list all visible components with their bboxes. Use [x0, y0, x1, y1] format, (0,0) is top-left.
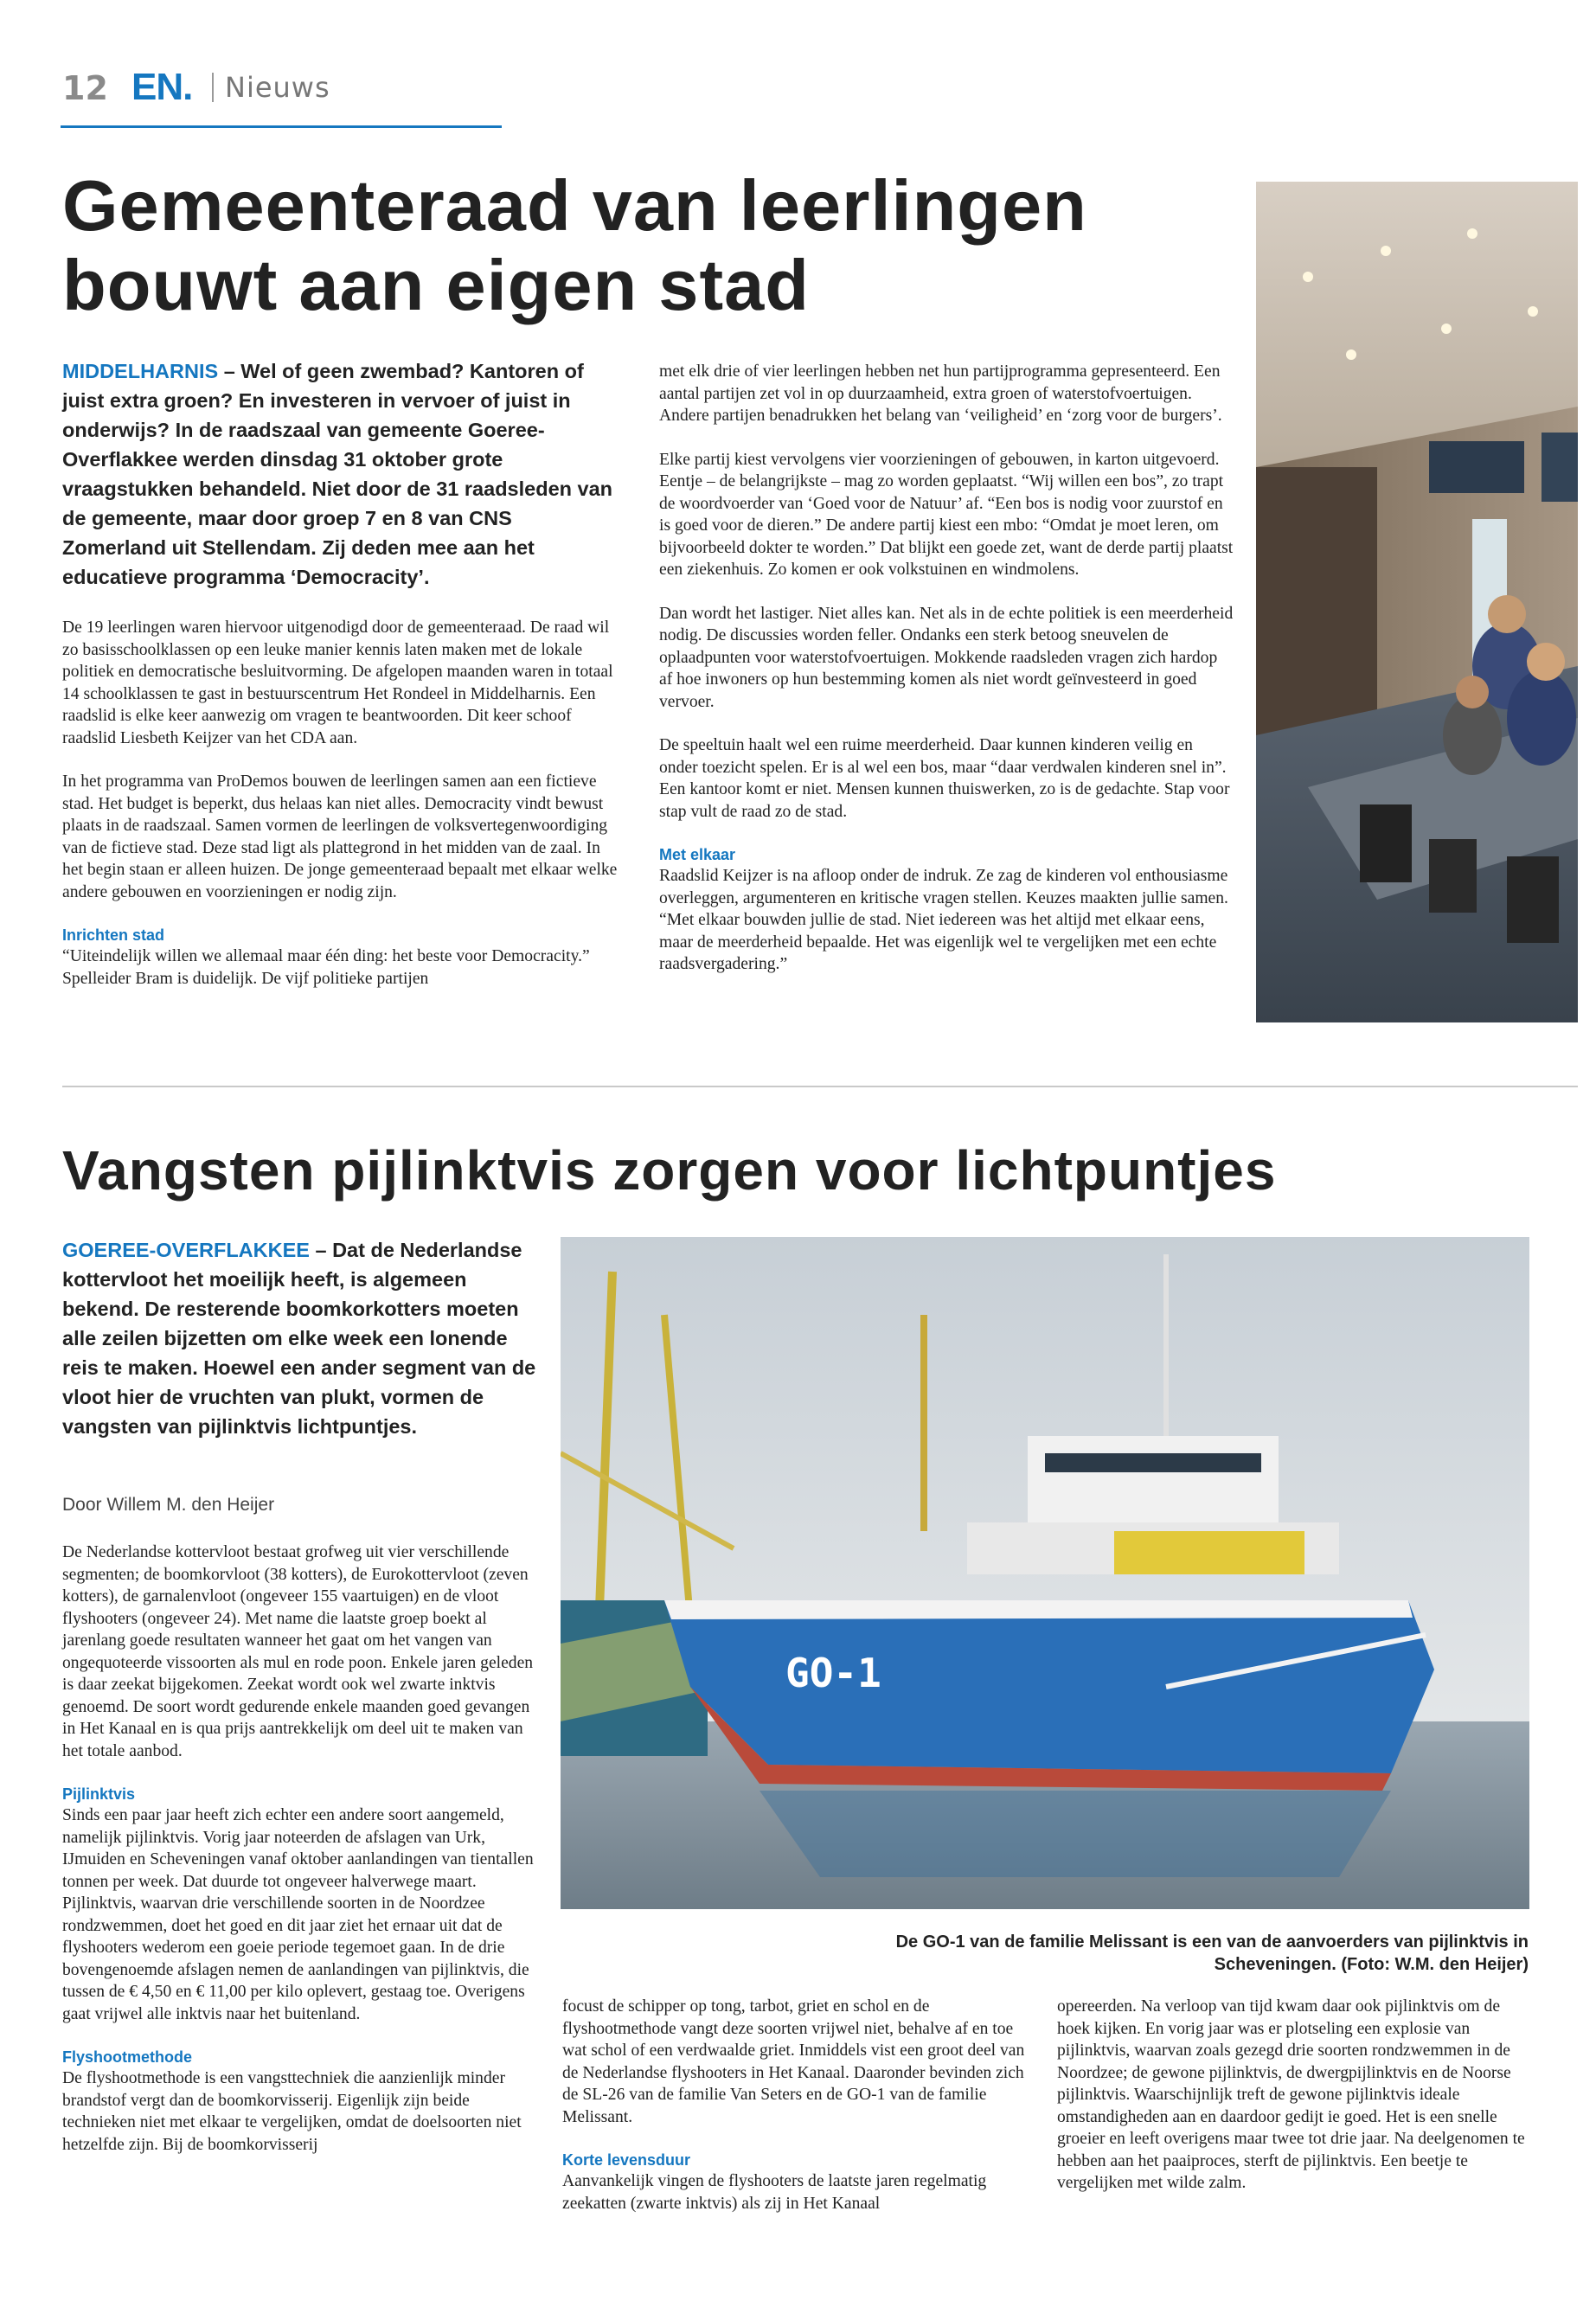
article2-paragraph: Aanvankelijk vingen de flyshooters de laatste jaren regelmatig zeekatten (zwarte inktvis) als zij in Het Kanaal [562, 2172, 987, 2213]
article1-paragraph: De 19 leerlingen waren hiervoor uitgenodigd door de gemeenteraad. De raad wil zo basisschoolklassen op een leuke manier kennis laten maken met de lokale politiek en democratische besluitvorming. De afgelopen maanden waren in totaal 14 schoolklassen te gast in bestuurscentrum Het Rondeel in Middelharnis. Een raadslid is elke keer aanwezig om vragen te beantwoorden. Dit keer schoof raadslid Liesbeth Keijzer van het CDA aan. [62, 619, 613, 747]
hull-registration-text: GO-1 [785, 1650, 881, 1696]
article1-subhead-inrichten: Inrichten stad [62, 926, 165, 944]
page-number: 12 [62, 69, 108, 107]
publication-logo: EN. [131, 66, 193, 108]
fishing-vessel-illustration [561, 1237, 1529, 1909]
article2-dateline: GOEREE-OVERFLAKKEE [62, 1239, 310, 1261]
article2-column-3 [1057, 1996, 1531, 2216]
article1-headline-line2: bouwt aan eigen stad [62, 245, 810, 325]
article2-lead-text: – Dat de Nederlandse kottervloot het moeilijk heeft, is algemeen bekend. De resterende boomkorkotters moeten alle zeilen bijzetten om elke week een lonende reis te maken. Hoewel een ander segment van de vloot hier de vruchten van plukt, vormen de vangsten van pijlinktvis lichtpuntjes. [62, 1239, 536, 1438]
article2-paragraph: opereerden. Na verloop van tijd kwam daar ook pijlinktvis om de hoek kijken. En vorig jaar was er plotseling een explosie van pijlinktvis, waarvan zoals gezegd drie soorten rondzwemmen in de Noordzee; de gewone pijlinktvis, de dwergpijlinktvis en de Noorse pijlinktvis. Waarschijnlijk treft de gewone pijlinktvis ideale omstandigheden aan en daardoor gedijt ie goed. Het is een snelle groeier en leeft overigens maar twee tot drie jaar. Na deelgenomen te hebben aan het paaiproces, sterft de pijlinktvis. Een beetje te vergelijken met wilde zalm. [1057, 1997, 1525, 2192]
article1-headline [62, 166, 1230, 325]
article2-subhead-flyshoot: Flyshootmethode [62, 2048, 193, 2066]
section-divider [62, 1086, 1578, 1087]
council-chamber-photo [1256, 182, 1578, 1022]
article1-column-1 [62, 617, 625, 1011]
article2-subhead-korte-levensduur: Korte levensduur [562, 2151, 691, 2169]
section-label: Nieuws [225, 71, 330, 104]
article1-lead-text: – Wel of geen zwembad? Kantoren of juist extra groen? En investeren in vervoer of juist in onderwijs? In de raadszaal van gemeente Goeree-Overflakkee werden dinsdag 31 oktober grote vraagstukken behandeld. Niet door de 31 raadsleden van de gemeente, maar door groep 7 en 8 van CNS Zomerland uit Stellendam. Zij deden mee aan het educatieve programma ‘Democracity’. [62, 360, 613, 588]
article1-paragraph: met elk drie of vier leerlingen hebben net hun partijprogramma gepresenteerd. Een aantal partijen zet vol in op duurzaamheid, extra groen of waterstofvoertuigen. Andere partijen benadrukken het belang van ‘veiligheid’ en ‘zorg voor de burgers’. [659, 362, 1222, 425]
article2-lead [62, 1235, 547, 1441]
article2-column-1 [62, 1541, 542, 2177]
article2-paragraph: focust de schipper op tong, tarbot, griet en schol en de flyshootmethode vangt deze soorten vrijwel niet, behalve af en toe wat schol of een verdwaalde griet. Inmiddels vist een groot deel van de Nederlandse flyshooters in Het Kanaal. Daaronder bevinden zich de SL-26 van de familie Van Seters en de GO-1 van de familie Melissant. [562, 1997, 1025, 2126]
article1-paragraph: Dan wordt het lastiger. Niet alles kan. Net als in de echte politiek is een meerderheid nodig. De discussies worden feller. Ondanks een sterk betoog sneuvelen de oplaadpunten voor waterstofvoertuigen. Mokkende raadsleden vragen zich hardop af hoe inwoners op hun bestemming komen als niet wordt geïnvesteerd in goed vervoer. [659, 604, 1234, 711]
fishing-vessel-photo [561, 1237, 1529, 1909]
article2-paragraph: De Nederlandse kottervloot bestaat grofweg uit vier verschillende segmenten; de boomkorvloot (38 kotters), de Eurokottervloot (zeven kotters), de garnalenvloot (ongeveer 155 vaartuigen) en de vloot flyshooters (ongeveer 24). Met name die laatste groep boekt al jarenlang goede resultaten wanneer het gaat om het vangen van ongequoteerde vissoorten als mul en rode poon. Enkele jaren geleden is daar zeekat bijgekomen. Zeekat wordt ook wel zwarte inktvis genoemd. De soort wordt gedurende enkele maanden goed gevangen in Het Kanaal en is qua prijs aantrekkelijk om deel uit te maken van het totale aanbod. [62, 1543, 534, 1760]
article1-paragraph: “Uiteindelijk willen we allemaal maar één ding: het beste voor Democracity.” Spelleider Bram is duidelijk. De vijf politieke partijen [62, 947, 590, 988]
header-rule [61, 125, 502, 128]
article2-subhead-pijlinktvis: Pijlinktvis [62, 1785, 136, 1803]
article2-byline: Door Willem M. den Heijer [62, 1495, 275, 1515]
article2-headline: Vangsten pijlinktvis zorgen voor lichtpuntjes [62, 1139, 1277, 1202]
council-chamber-illustration [1256, 182, 1578, 1022]
article1-subhead-met-elkaar: Met elkaar [659, 846, 736, 863]
article1-paragraph: Raadslid Keijzer is na afloop onder de indruk. Ze zag de kinderen vol enthousiasme overleggen, argumenteren en kritische vragen stellen. Keuzes maakten jullie samen. “Met elkaar bouwden jullie de stad. Niet iedereen was het altijd met elkaar eens, maar de meerderheid bepaalde. Het was eigenlijk wel te vergelijken met een echte raadsvergadering.” [659, 867, 1228, 973]
article2-paragraph: Sinds een paar jaar heeft zich echter een andere soort aangemeld, namelijk pijlinktvis. Vorig jaar noteerden de afslagen van Urk, IJmuiden en Scheveningen vanaf oktober aanlandingen van tientallen tonnen per week. Dat duurde tot ongeveer halverwege maart. Pijlinktvis, waarvan drie verschillende soorten in de Noordzee rondzwemmen, doet het goed en dit jaar ziet het ernaar uit dat de flyshooters wederom een goeie periode tegemoet gaan. In de drie bovengenoemde afslagen nemen de aanlandingen van pijlinktvis, die tussen de € 4,50 en € 11,00 per kilo oplevert, gestaag toe. Overigens gaat vrijwel alle inktvis naar het buitenland. [62, 1806, 534, 2023]
photo-caption: De GO-1 van de familie Melissant is een van de aanvoerders van pijlinktvis in Scheveningen. (Foto: W.M. den Heijer) [895, 1932, 1529, 1974]
article1-paragraph: In het programma van ProDemos bouwen de leerlingen samen aan een fictieve stad. Het budget is beperkt, dus helaas kan niet alles. Democracity vindt bewust plaats in de raadszaal. Samen vormen de leerlingen de volksvertegenwoordiging van de fictieve stad. Deze stad ligt als plattegrond in het midden van de zaal. In het begin staan er alleen huizen. De jonge gemeenteraad bepaalt met elkaar welke andere gebouwen en voorzieningen er nodig zijn. [62, 772, 618, 901]
article1-paragraph: Elke partij kiest vervolgens vier voorzieningen of gebouwen, in karton uitgevoerd. Eentje – de belangrijkste – mag zo worden geplaatst. “Wij willen een bos”, zo trapt de woordvoerder van ‘Goed voor de Natuur’ af. “Een bos is nodig voor zuurstof en is goed voor de dieren.” De andere partij kiest een mbo: “Omdat je moet leren, om bijvoorbeeld dokter te worden.” Dat blijkt een goede zet, want de derde partij plaatst een ziekenhuis. Zo komen er ook volkstuinen en windmolens. [659, 450, 1234, 579]
article1-lead [62, 356, 616, 592]
article2-paragraph: De flyshootmethode is een vangsttechniek die aanzienlijk minder brandstof vergt dan de boomkorvisserij. Eigenlijk zijn beide technieken niet met elkaar te vergelijken, omdat de doelsoorten niet hetzelfde zijn. Bij de boomkorvisserij [62, 2069, 522, 2154]
article1-column-2 [659, 361, 1234, 997]
article1-paragraph: De speeltuin haalt wel een ruime meerderheid. Daar kunnen kinderen veilig en onder toezicht spelen. Er is al wel een bos, maar “daar verdwalen kinderen snel in”. Een kantoor komt er niet. Mensen kunnen thuiswerken, zo is de gedachte. Stap voor stap vult de raad zo de stad. [659, 736, 1230, 821]
header-divider [212, 73, 214, 102]
article1-dateline: MIDDELHARNIS [62, 360, 219, 382]
article1-headline-line1: Gemeenteraad van leerlingen [62, 165, 1087, 246]
article2-column-2 [562, 1996, 1034, 2236]
